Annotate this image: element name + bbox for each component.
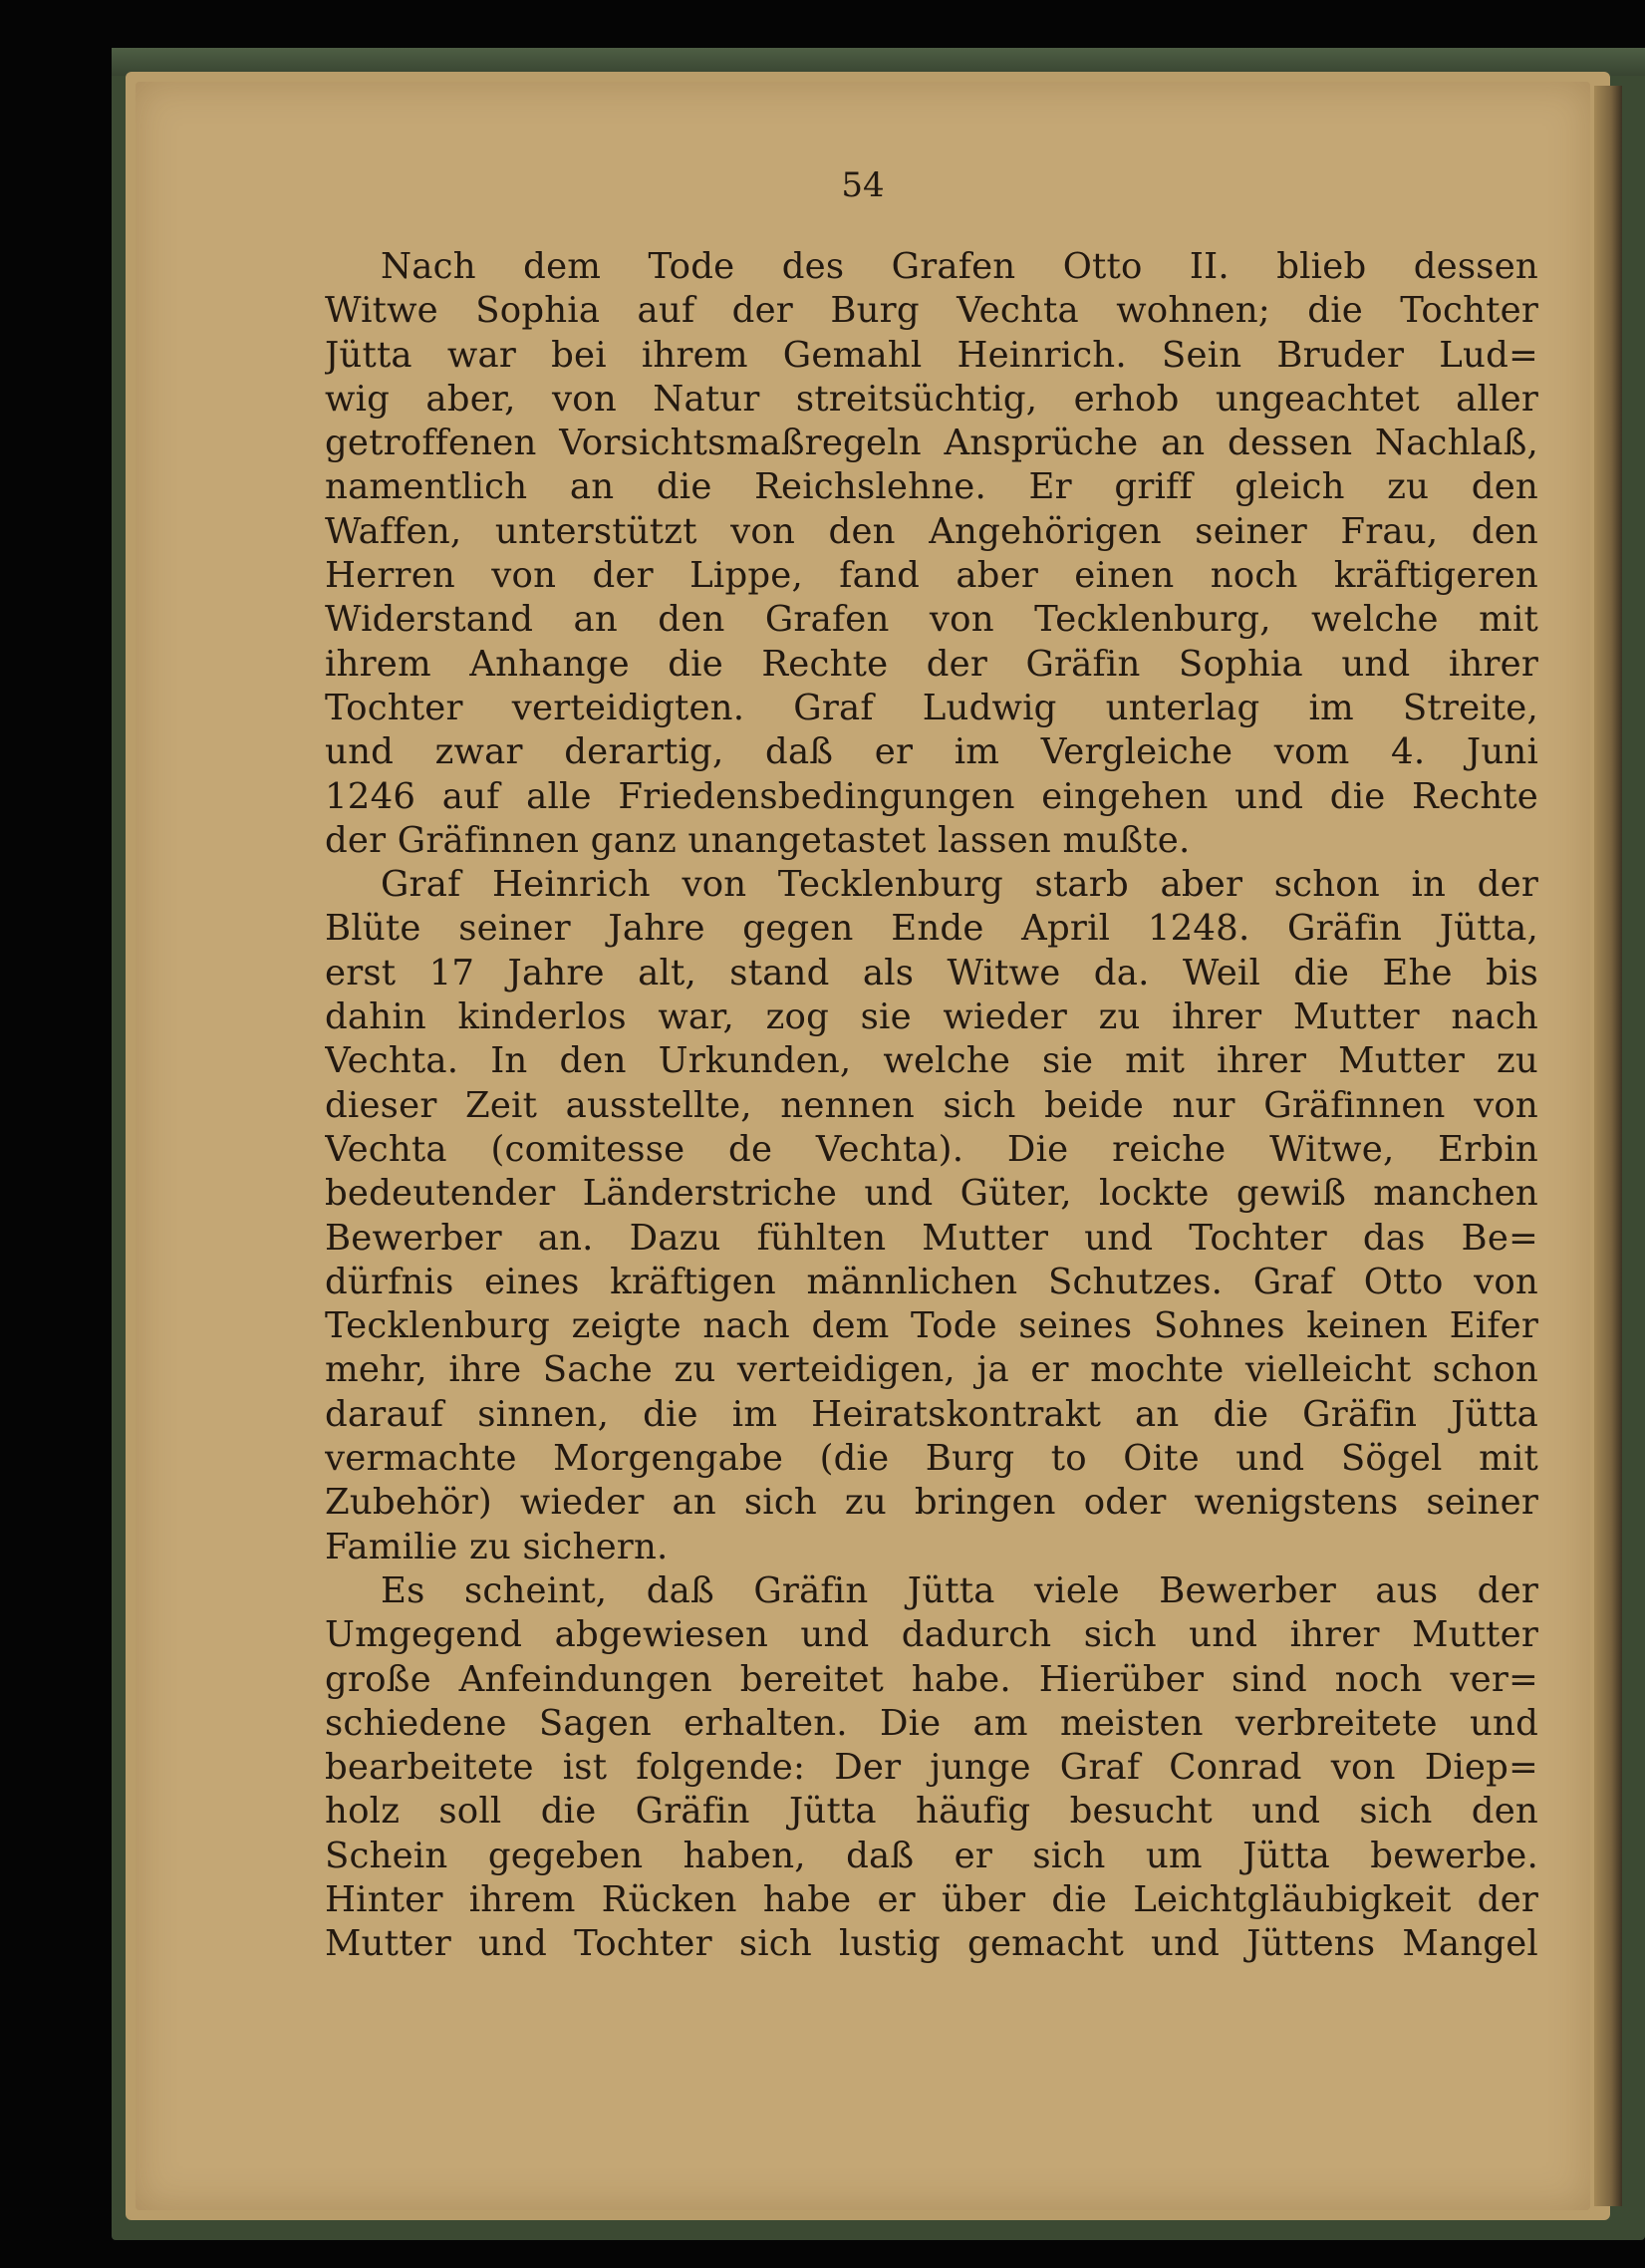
text-line: 1246 auf alle Friedensbedingungen eingehen und die Rechte — [325, 775, 1538, 817]
text-line: Herren von der Lippe, fand aber einen noch kräftigeren — [325, 555, 1538, 597]
text-line: und zwar derartig, daß er im Vergleiche vom 4. Juni — [325, 731, 1538, 773]
text-line: Hinter ihrem Rücken habe er über die Leichtgläubigkeit der — [325, 1878, 1538, 1920]
text-line: Blüte seiner Jahre gegen Ende April 1248. Gräfin Jütta, — [325, 908, 1538, 950]
text-line: Nach dem Tode des Grafen Otto II. blieb dessen — [381, 246, 1538, 287]
text-line: vermachte Morgengabe (die Burg to Oite und Sögel mit — [325, 1438, 1538, 1480]
text-line: namentlich an die Reichslehne. Er griff gleich zu den — [325, 466, 1538, 508]
text-line: Bewerber an. Dazu fühlten Mutter und Tochter das Be= — [325, 1217, 1538, 1259]
text-line: holz soll die Gräfin Jütta häufig besucht und sich den — [325, 1791, 1538, 1833]
text-line: Umgegend abgewiesen und dadurch sich und ihrer Mutter — [325, 1614, 1538, 1656]
page-number: 54 — [841, 165, 885, 205]
text-line: Witwe Sophia auf der Burg Vechta wohnen; die Tochter — [325, 290, 1538, 332]
text-line: schiedene Sagen erhalten. Die am meisten verbreitete und — [325, 1702, 1538, 1744]
text-line: dürfnis eines kräftigen männlichen Schutzes. Graf Otto von — [325, 1261, 1538, 1302]
text-line: Tecklenburg zeigte nach dem Tode seines Sohnes keinen Eifer — [325, 1305, 1538, 1347]
text-line: Mutter und Tochter sich lustig gemacht und Jüttens Mangel — [325, 1923, 1538, 1965]
text-line: Schein gegeben haben, daß er sich um Jütta bewerbe. — [325, 1835, 1538, 1876]
text-line: bedeutender Länderstriche und Güter, lockte gewiß manchen — [325, 1173, 1538, 1215]
book-gutter — [1594, 86, 1622, 2206]
text-line: Zubehör) wieder an sich zu bringen oder wenigstens seiner — [325, 1482, 1538, 1524]
text-line: Jütta war bei ihrem Gemahl Heinrich. Sein Bruder Lud= — [325, 334, 1538, 376]
text-line: getroffenen Vorsichtsmaßregeln Ansprüche an dessen Nachlaß, — [325, 423, 1538, 464]
text-line: dieser Zeit ausstellte, nennen sich beide nur Gräfinnen von — [325, 1084, 1538, 1126]
text-line: erst 17 Jahre alt, stand als Witwe da. Weil die Ehe bis — [325, 952, 1538, 993]
text-line: Graf Heinrich von Tecklenburg starb aber schon in der — [381, 864, 1538, 906]
text-line: dahin kinderlos war, zog sie wieder zu ihrer Mutter nach — [325, 996, 1538, 1038]
text-line: darauf sinnen, die im Heiratskontrakt an die Gräfin Jütta — [325, 1393, 1538, 1435]
text-line: Tochter verteidigten. Graf Ludwig unterlag im Streite, — [325, 687, 1538, 728]
text-line: wig aber, von Natur streitsüchtig, erhob ungeachtet aller — [325, 378, 1538, 420]
text-line: Familie zu sichern. — [325, 1526, 669, 1567]
text-line: große Anfeindungen bereitet habe. Hierüber sind noch ver= — [325, 1658, 1538, 1700]
text-line: ihrem Anhange die Rechte der Gräfin Sophia und ihrer — [325, 643, 1538, 685]
text-line: mehr, ihre Sache zu verteidigen, ja er mochte vielleicht schon — [325, 1349, 1538, 1391]
text-line: der Gräfinnen ganz unangetastet lassen mußte. — [325, 819, 1191, 861]
text-line: Es scheint, daß Gräfin Jütta viele Bewerber aus der — [381, 1569, 1538, 1611]
text-line: Waffen, unterstützt von den Angehörigen seiner Frau, den — [325, 510, 1538, 552]
text-line: Vechta (comitesse de Vechta). Die reiche Witwe, Erbin — [325, 1128, 1538, 1170]
text-line: Widerstand an den Grafen von Tecklenburg, welche mit — [325, 599, 1538, 641]
text-line: Vechta. In den Urkunden, welche sie mit ihrer Mutter zu — [325, 1040, 1538, 1082]
page-text — [325, 245, 1538, 1967]
text-line: bearbeitete ist folgende: Der junge Graf Conrad von Diep= — [325, 1747, 1538, 1789]
